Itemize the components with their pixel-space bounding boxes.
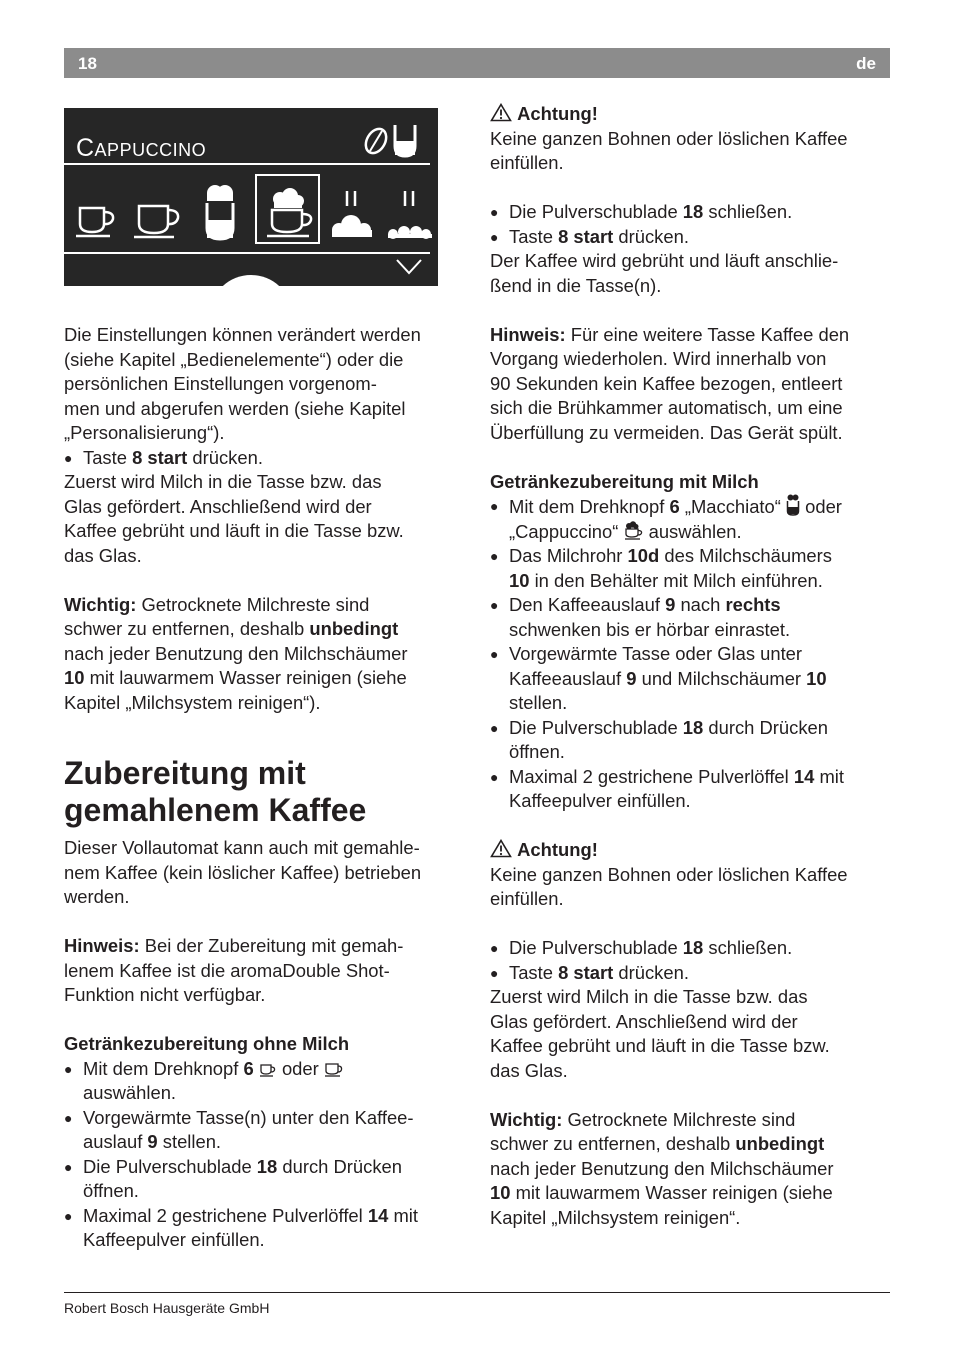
list-item: ● Mit dem Drehknopf 6 oder auswählen.: [64, 1057, 464, 1106]
important-note: Wichtig: Getrocknete Milchreste sind schwer zu entfernen, deshalb unbedingt nach jeder Benutzung den Milchschäumer 10 mit lauwarmem Wasser reinigen (siehe Kapitel „Milchsystem reinigen“.: [490, 1108, 834, 1228]
paragraph: Zuerst wird Milch in die Tasse bzw. das Glas gefördert. Anschließend wird der Kaffee gebrüht und läuft in die Tasse bzw. das Glas.: [490, 986, 830, 1081]
cappuccino-icon: [267, 188, 311, 236]
right-column: [490, 102, 892, 1230]
cappuccino-icon: [623, 521, 643, 541]
list-item: ● Die Pulverschublade 18 schließen.: [490, 936, 892, 961]
large-cup-icon: [134, 206, 178, 237]
warning-heading: Achtung!: [490, 102, 892, 127]
hot-milk-icon: [388, 191, 432, 239]
list-item: ● Vorgewärmte Tasse(n) unter den Kaffee- auslauf 9 stellen.: [64, 1106, 464, 1155]
small-cup-icon: [76, 208, 113, 236]
coffee-bean-icon: [362, 125, 391, 157]
list-item: ● Taste 8 start drücken.: [490, 225, 892, 250]
list-item: ● Die Pulverschublade 18 durch Drücken öffnen.: [64, 1155, 464, 1204]
display-graphic: [64, 108, 438, 286]
hint-note: Hinweis: Bei der Zubereitung mit gemah- lenem Kaffee ist die aromaDouble Shot- Funktion nicht verfügbar.: [64, 935, 404, 1005]
list-item: ● Maximal 2 gestrichene Pulverlöffel 14 mit Kaffeepulver einfüllen.: [490, 765, 892, 814]
machine-display: [64, 108, 438, 286]
list-item: ● Taste 8 start drücken.: [490, 961, 892, 986]
paragraph: Der Kaffee wird gebrüht und läuft anschlie- ßend in die Tasse(n).: [490, 250, 839, 296]
footer-divider: [64, 1292, 890, 1293]
paragraph: Dieser Vollautomat kann auch mit gemahle- nem Kaffee (kein löslicher Kaffee) betrieben werden.: [64, 837, 422, 907]
macchiato-icon: [786, 494, 800, 516]
warning-icon: [490, 839, 512, 858]
list-item: ● Maximal 2 gestrichene Pulverlöffel 14 mit Kaffeepulver einfüllen.: [64, 1204, 464, 1253]
hint-note: Hinweis: Für eine weitere Tasse Kaffee den Vorgang wiederholen. Wird innerhalb von 90 Sekunden kein Kaffee bezogen, entleert sich die Brühkammer automatisch, um eine Überfüllung zu vermeiden. Das Gerät spült.: [490, 323, 850, 443]
page-number: 18: [78, 54, 97, 73]
large-cup-icon: [324, 1062, 344, 1078]
list-item: ● Den Kaffeeauslauf 9 nach rechts schwenken bis er hörbar einrastet.: [490, 593, 892, 642]
page-header: [64, 48, 890, 78]
milk-foam-icon: [332, 191, 372, 237]
left-column: [64, 323, 464, 1253]
paragraph: Keine ganzen Bohnen oder löslichen Kaffee einfüllen.: [490, 127, 848, 173]
display-title: Cappuccino: [76, 134, 207, 162]
dial-knob: [211, 275, 291, 286]
list-item: ● Die Pulverschublade 18 durch Drücken öffnen.: [490, 716, 892, 765]
important-note: Wichtig: Getrocknete Milchreste sind schwer zu entfernen, deshalb unbedingt nach jeder Benutzung den Milchschäumer 10 mit lauwarmem Wasser reinigen (siehe Kapitel „Milchsystem reinigen“).: [64, 593, 408, 713]
section-heading: Zubereitung mit gemahlenem Kaffee: [64, 755, 367, 828]
small-cup-icon: [259, 1062, 277, 1078]
paragraph: Keine ganzen Bohnen oder löslichen Kaffee einfüllen.: [490, 863, 848, 909]
chevron-down-icon[interactable]: [397, 260, 421, 273]
warning-icon: [490, 103, 512, 122]
subheading: Getränkezubereitung ohne Milch: [64, 1033, 350, 1054]
language-code: de: [856, 54, 876, 73]
list-item: ● Die Pulverschublade 18 schließen.: [490, 200, 892, 225]
glass-icon: [395, 125, 415, 156]
list-item: ● Taste 8 start drücken.: [64, 446, 464, 471]
paragraph: Die Einstellungen können verändert werden (siehe Kapitel „Bedienelemente“) oder die persönlichen Einstellungen vorgenom- men und abgerufen werden (siehe Kapitel „Personalisierung“).: [64, 324, 421, 443]
paragraph: Zuerst wird Milch in die Tasse bzw. das Glas gefördert. Anschließend wird der Kaffee gebrüht und läuft in die Tasse bzw. das Glas.: [64, 471, 404, 566]
list-item: ● Vorgewärmte Tasse oder Glas unter Kaffeeauslauf 9 und Milchschäumer 10 stellen.: [490, 642, 892, 716]
list-item: ● Das Milchrohr 10d des Milchschäumers 10 in den Behälter mit Milch einführen.: [490, 544, 892, 593]
subheading: Getränkezubereitung mit Milch: [490, 470, 759, 492]
macchiato-icon: [207, 185, 233, 239]
footer-text: Robert Bosch Hausgeräte GmbH: [64, 1300, 270, 1316]
warning-heading: Achtung!: [490, 838, 892, 863]
list-item: ● Mit dem Drehknopf 6 „Macchiato“ oder „Cappuccino“ auswählen.: [490, 494, 892, 544]
